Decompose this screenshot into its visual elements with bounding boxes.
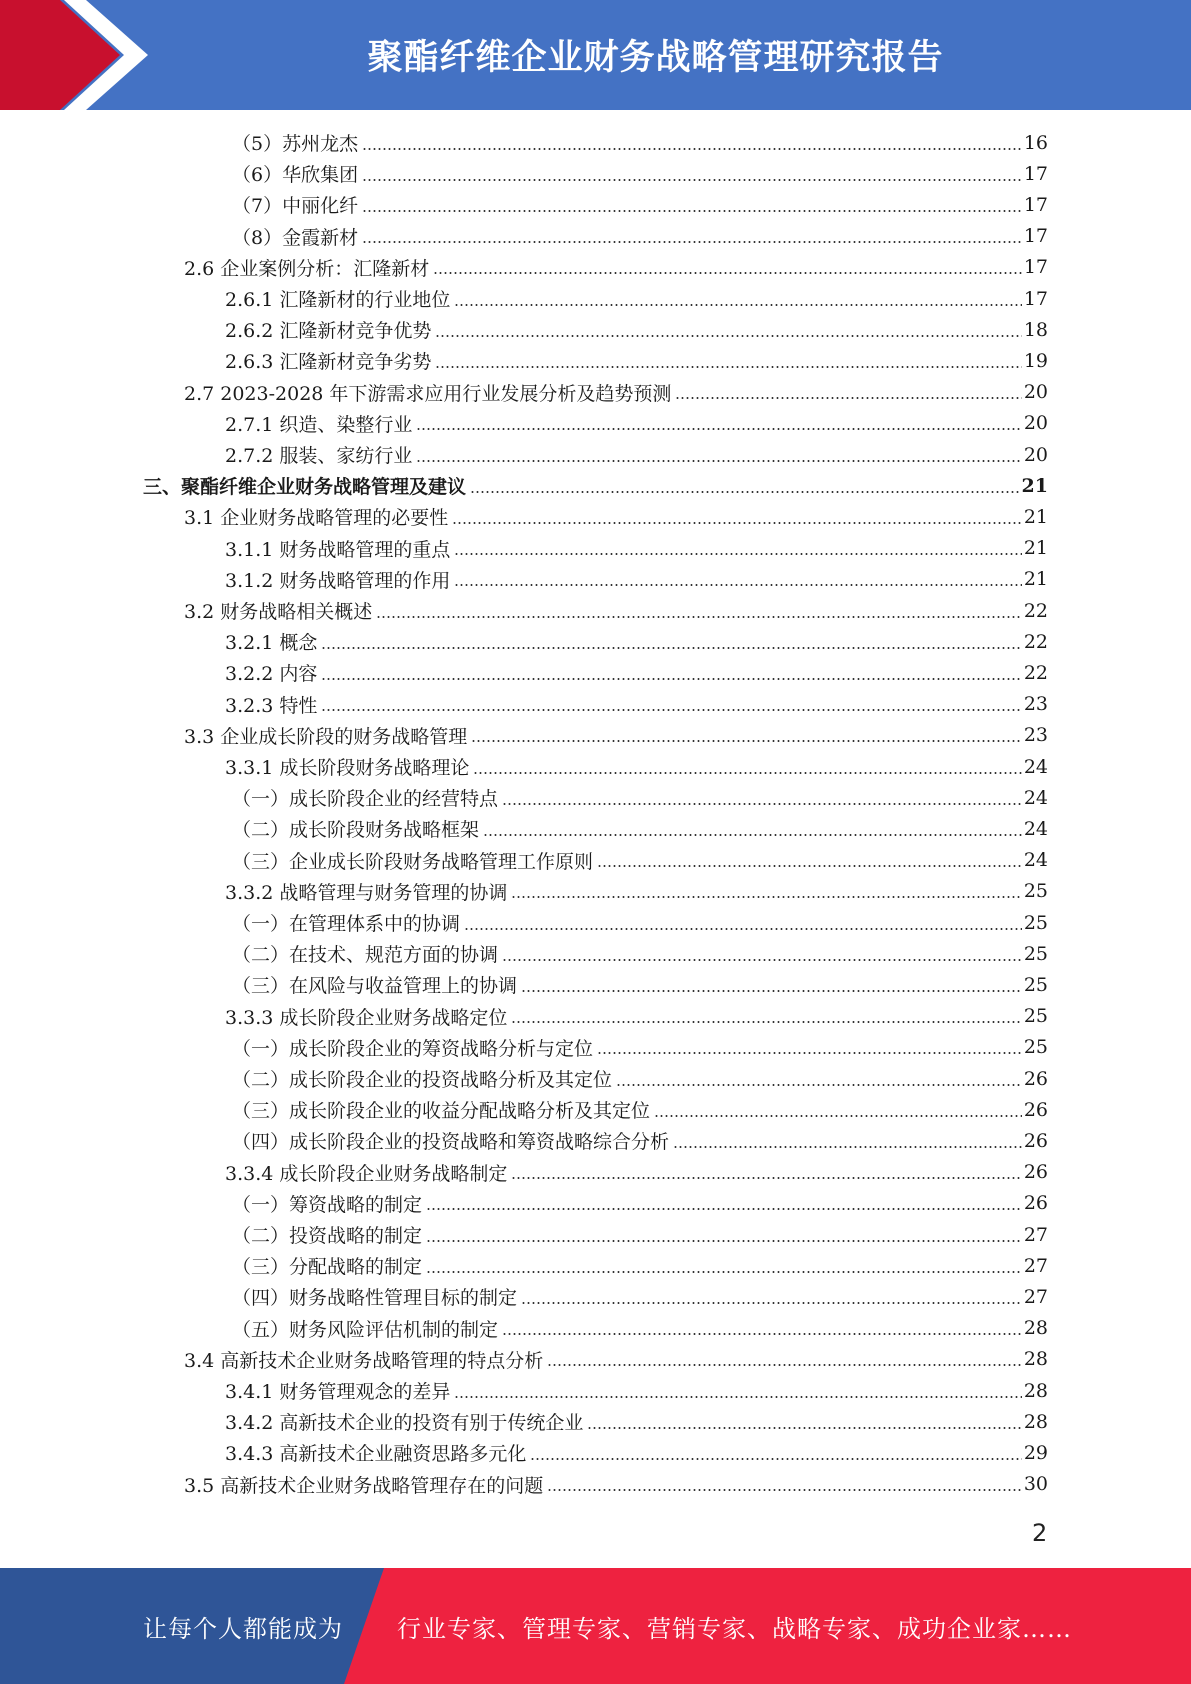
footer-slogan-left: 让每个人都能成为 (143, 1614, 343, 1643)
toc-leader-dots (321, 678, 1021, 680)
toc-entry-page: 29 (1023, 1441, 1048, 1464)
toc-leader-dots (654, 1115, 1022, 1117)
toc-entry-title: 3.2.1 概念 (225, 632, 318, 655)
toc-entry-page: 21 (1023, 537, 1048, 560)
toc-entry-title: 2.7.1 织造、染整行业 (225, 413, 413, 436)
toc-entry[interactable] (225, 345, 1048, 376)
toc-entry-page: 17 (1023, 287, 1048, 310)
toc-entry-title: 3.4 高新技术企业财务战略管理的特点分析 (184, 1349, 544, 1372)
toc-entry-page: 24 (1023, 817, 1048, 840)
toc-entry-page: 23 (1023, 693, 1048, 716)
toc-leader-dots (435, 335, 1021, 337)
toc-entry-title: 3.3.3 成长阶段企业财务战略定位 (225, 1006, 508, 1029)
toc-leader-dots (530, 1458, 1021, 1460)
toc-entry-page: 25 (1023, 973, 1048, 996)
toc-entry[interactable] (184, 377, 1048, 408)
toc-entry-title: 2.7.2 服装、家纺行业 (225, 445, 413, 467)
toc-leader-dots (502, 959, 1022, 961)
toc-entry-page: 26 (1023, 1067, 1048, 1090)
toc-entry-page: 25 (1023, 911, 1048, 934)
toc-entry-page: 17 (1023, 225, 1048, 248)
toc-entry-title: 3.3.2 战略管理与财务管理的协调 (225, 881, 508, 904)
toc-entry[interactable] (225, 657, 1048, 688)
toc-entry-title: 2.6.1 汇隆新材的行业地位 (225, 289, 451, 311)
toc-entry-page: 22 (1023, 599, 1048, 622)
toc-leader-dots (511, 896, 1021, 898)
toc-entry[interactable] (225, 1406, 1048, 1437)
toc-entry-title: 3.4.2 高新技术企业的投资有别于传统企业 (225, 1412, 584, 1435)
toc-entry[interactable] (225, 689, 1048, 720)
toc-entry-page: 16 (1023, 131, 1048, 154)
toc-entry-title: （6）华欣集团 (232, 164, 359, 187)
toc-entry-page: 28 (1023, 1348, 1048, 1371)
toc-entry-title: （三）成长阶段企业的收益分配战略分析及其定位 (232, 1100, 651, 1123)
toc-entry-title: 2.6.3 汇隆新材竞争劣势 (225, 351, 432, 374)
toc-entry-title: （二）投资战略的制定 (232, 1225, 423, 1247)
toc-entry-page: 26 (1023, 1098, 1048, 1121)
toc-entry-title: 3.3 企业成长阶段的财务战略管理 (184, 725, 468, 748)
toc-entry-title: （7）中丽化纤 (232, 195, 359, 218)
toc-entry-title: 3.3.4 成长阶段企业财务战略制定 (225, 1162, 508, 1185)
toc-leader-dots (587, 1427, 1021, 1429)
toc-entry[interactable] (225, 439, 1048, 470)
toc-entry-page: 25 (1023, 880, 1048, 903)
toc-entry-title: 3.3.1 成长阶段财务战略理论 (225, 757, 470, 779)
toc-entry-page: 27 (1023, 1285, 1048, 1308)
toc-entry-page: 24 (1023, 786, 1048, 809)
toc-entry-page: 28 (1023, 1317, 1048, 1340)
toc-entry-title: （三）分配战略的制定 (232, 1256, 423, 1279)
toc-entry-title: （8）金霞新材 (232, 226, 359, 249)
toc-leader-dots (616, 1084, 1022, 1086)
toc-entry[interactable] (225, 283, 1048, 314)
toc-leader-dots (321, 709, 1021, 711)
toc-entry-title: 三、聚酯纤维企业财务战略管理及建议 (143, 476, 467, 499)
toc-leader-dots (416, 460, 1021, 462)
toc-entry[interactable] (232, 813, 1048, 844)
toc-leader-dots (454, 553, 1021, 555)
toc-entry[interactable] (225, 533, 1048, 564)
toc-leader-dots (464, 928, 1022, 930)
toc-entry-page: 25 (1023, 942, 1048, 965)
toc-entry[interactable] (232, 1032, 1048, 1063)
toc-leader-dots (454, 304, 1021, 306)
toc-entry-title: 3.5 高新技术企业财务战略管理存在的问题 (184, 1474, 544, 1497)
toc-entry-page: 22 (1023, 630, 1048, 653)
toc-entry-title: 3.1.1 财务战略管理的重点 (225, 538, 451, 561)
toc-entry-title: （5）苏州龙杰 (232, 133, 359, 155)
toc-entry[interactable] (225, 564, 1048, 595)
toc-entry[interactable] (232, 127, 1048, 158)
toc-entry-title: （二）在技术、规范方面的协调 (232, 944, 499, 967)
toc-entry[interactable] (225, 751, 1048, 782)
toc-entry-title: （一）成长阶段企业的筹资战略分析与定位 (232, 1037, 594, 1060)
toc-entry-title: 3.2.3 特性 (225, 694, 318, 717)
toc-entry-page: 26 (1023, 1129, 1048, 1152)
toc-entry-title: 3.1 企业财务战略管理的必要性 (184, 507, 449, 530)
toc-entry-page: 22 (1023, 661, 1048, 684)
toc-entry-title: （二）成长阶段企业的投资战略分析及其定位 (232, 1069, 613, 1091)
toc-entry-page: 20 (1023, 412, 1048, 435)
toc-leader-dots (521, 1302, 1022, 1304)
toc-entry[interactable] (225, 408, 1048, 439)
toc-entry[interactable] (184, 1469, 1048, 1500)
toc-leader-dots (547, 1489, 1022, 1491)
toc-entry[interactable] (232, 845, 1048, 876)
page-footer (0, 1568, 1191, 1684)
toc-leader-dots (470, 491, 1020, 493)
toc-leader-dots (376, 616, 1022, 618)
toc-entry-page: 17 (1023, 162, 1048, 185)
toc-entry-page: 26 (1023, 1161, 1048, 1184)
toc-entry[interactable] (232, 907, 1048, 938)
toc-entry-page: 27 (1023, 1254, 1048, 1277)
page-header (0, 0, 1191, 110)
toc-entry[interactable] (232, 189, 1048, 220)
toc-entry-title: 3.2 财务战略相关概述 (184, 601, 373, 623)
toc-entry-title: 2.7 2023-2028 年下游需求应用行业发展分析及趋势预测 (184, 382, 672, 405)
toc-entry[interactable] (225, 1001, 1048, 1032)
toc-entry-page: 17 (1023, 256, 1048, 279)
toc-leader-dots (362, 241, 1022, 243)
toc-entry[interactable] (232, 221, 1048, 252)
toc-entry-title: 2.6.2 汇隆新材竞争优势 (225, 320, 432, 343)
toc-entry[interactable] (184, 720, 1048, 751)
toc-entry-page: 24 (1023, 755, 1048, 778)
toc-entry-title: （一）成长阶段企业的经营特点 (232, 788, 499, 811)
toc-leader-dots (452, 522, 1022, 524)
toc-entry[interactable] (232, 1063, 1048, 1094)
toc-entry[interactable] (225, 626, 1048, 657)
toc-leader-dots (426, 1240, 1022, 1242)
toc-leader-dots (433, 272, 1022, 274)
toc-leader-dots (675, 397, 1021, 399)
toc-entry-title: （二）成长阶段财务战略框架 (232, 819, 480, 842)
toc-entry[interactable] (225, 1437, 1048, 1468)
toc-entry-page: 18 (1023, 318, 1048, 341)
toc-entry-title: （五）财务风险评估机制的制定 (232, 1318, 499, 1341)
toc-entry-title: （三）企业成长阶段财务战略管理工作原则 (232, 850, 594, 873)
toc-leader-dots (473, 772, 1021, 774)
toc-entry[interactable] (184, 1344, 1048, 1375)
toc-entry[interactable] (225, 876, 1048, 907)
toc-entry-page: 17 (1023, 193, 1048, 216)
toc-leader-dots (483, 834, 1022, 836)
toc-entry-title: 3.2.2 内容 (225, 663, 318, 686)
toc-leader-dots (321, 647, 1021, 649)
toc-entry[interactable] (232, 782, 1048, 813)
toc-leader-dots (597, 865, 1022, 867)
toc-leader-dots (435, 366, 1021, 368)
toc-entry-page: 24 (1023, 849, 1048, 872)
toc-entry[interactable] (232, 1094, 1048, 1125)
toc-entry-title: 2.6 企业案例分析：汇隆新材 (184, 257, 430, 280)
toc-entry-page: 25 (1023, 1005, 1048, 1028)
toc-leader-dots (426, 1208, 1022, 1210)
toc-entry[interactable] (232, 1281, 1048, 1312)
toc-entry[interactable] (232, 1188, 1048, 1219)
toc-entry[interactable] (232, 1219, 1048, 1250)
toc-leader-dots (511, 1177, 1021, 1179)
toc-entry[interactable] (184, 595, 1048, 626)
toc-entry[interactable] (232, 1250, 1048, 1281)
toc-leader-dots (454, 584, 1021, 586)
toc-entry[interactable] (184, 501, 1048, 532)
report-title: 聚酯纤维企业财务战略管理研究报告 (367, 38, 944, 78)
toc-entry-page: 25 (1023, 1036, 1048, 1059)
toc-entry-page: 21 (1021, 474, 1048, 497)
toc-entry-page: 21 (1023, 505, 1048, 528)
toc-leader-dots (471, 740, 1022, 742)
toc-entry-title: （四）财务战略性管理目标的制定 (232, 1287, 518, 1310)
toc-leader-dots (511, 1021, 1021, 1023)
toc-entry-title: （四）成长阶段企业的投资战略和筹资战略综合分析 (232, 1131, 670, 1154)
toc-entry[interactable] (143, 470, 1048, 501)
toc-leader-dots (521, 990, 1022, 992)
toc-leader-dots (362, 210, 1022, 212)
toc-entry[interactable] (232, 158, 1048, 189)
toc-leader-dots (362, 148, 1022, 150)
toc-entry-title: （一）筹资战略的制定 (232, 1193, 423, 1216)
toc-leader-dots (597, 1052, 1022, 1054)
page-number: 2 (1032, 1519, 1048, 1547)
toc-entry-page: 20 (1023, 381, 1048, 404)
toc-entry-page: 30 (1023, 1473, 1048, 1496)
toc-entry-title: （三）在风险与收益管理上的协调 (232, 975, 518, 998)
toc-entry[interactable] (232, 938, 1048, 969)
toc-entry-title: 3.4.3 高新技术企业融资思路多元化 (225, 1443, 527, 1466)
toc-entry[interactable] (184, 252, 1048, 283)
toc-entry-page: 26 (1023, 1192, 1048, 1215)
toc-entry-page: 28 (1023, 1410, 1048, 1433)
toc-entry[interactable] (232, 1125, 1048, 1156)
toc-leader-dots (673, 1146, 1022, 1148)
toc-leader-dots (454, 1396, 1021, 1398)
toc-entry-page: 21 (1023, 568, 1048, 591)
toc-leader-dots (547, 1364, 1022, 1366)
toc-entry-title: 3.4.1 财务管理观念的差异 (225, 1381, 451, 1403)
toc-entry[interactable] (232, 969, 1048, 1000)
toc-entry-page: 23 (1023, 724, 1048, 747)
toc-leader-dots (426, 1271, 1022, 1273)
toc-entry-page: 27 (1023, 1223, 1048, 1246)
toc-leader-dots (502, 803, 1022, 805)
toc-leader-dots (502, 1333, 1022, 1335)
toc-leader-dots (362, 179, 1022, 181)
toc-entry-title: 3.1.2 财务战略管理的作用 (225, 569, 451, 592)
toc-entry[interactable] (225, 1157, 1048, 1188)
toc-entry[interactable] (225, 1375, 1048, 1406)
toc-entry-page: 19 (1023, 349, 1048, 372)
toc-entry-page: 28 (1023, 1379, 1048, 1402)
toc-entry-page: 20 (1023, 443, 1048, 466)
toc-leader-dots (416, 428, 1021, 430)
toc-entry[interactable] (232, 1313, 1048, 1344)
toc-entry[interactable] (225, 314, 1048, 345)
footer-slogan-right: 行业专家、管理专家、营销专家、战略专家、成功企业家…… (397, 1614, 1072, 1643)
toc-entry-title: （一）在管理体系中的协调 (232, 913, 461, 935)
